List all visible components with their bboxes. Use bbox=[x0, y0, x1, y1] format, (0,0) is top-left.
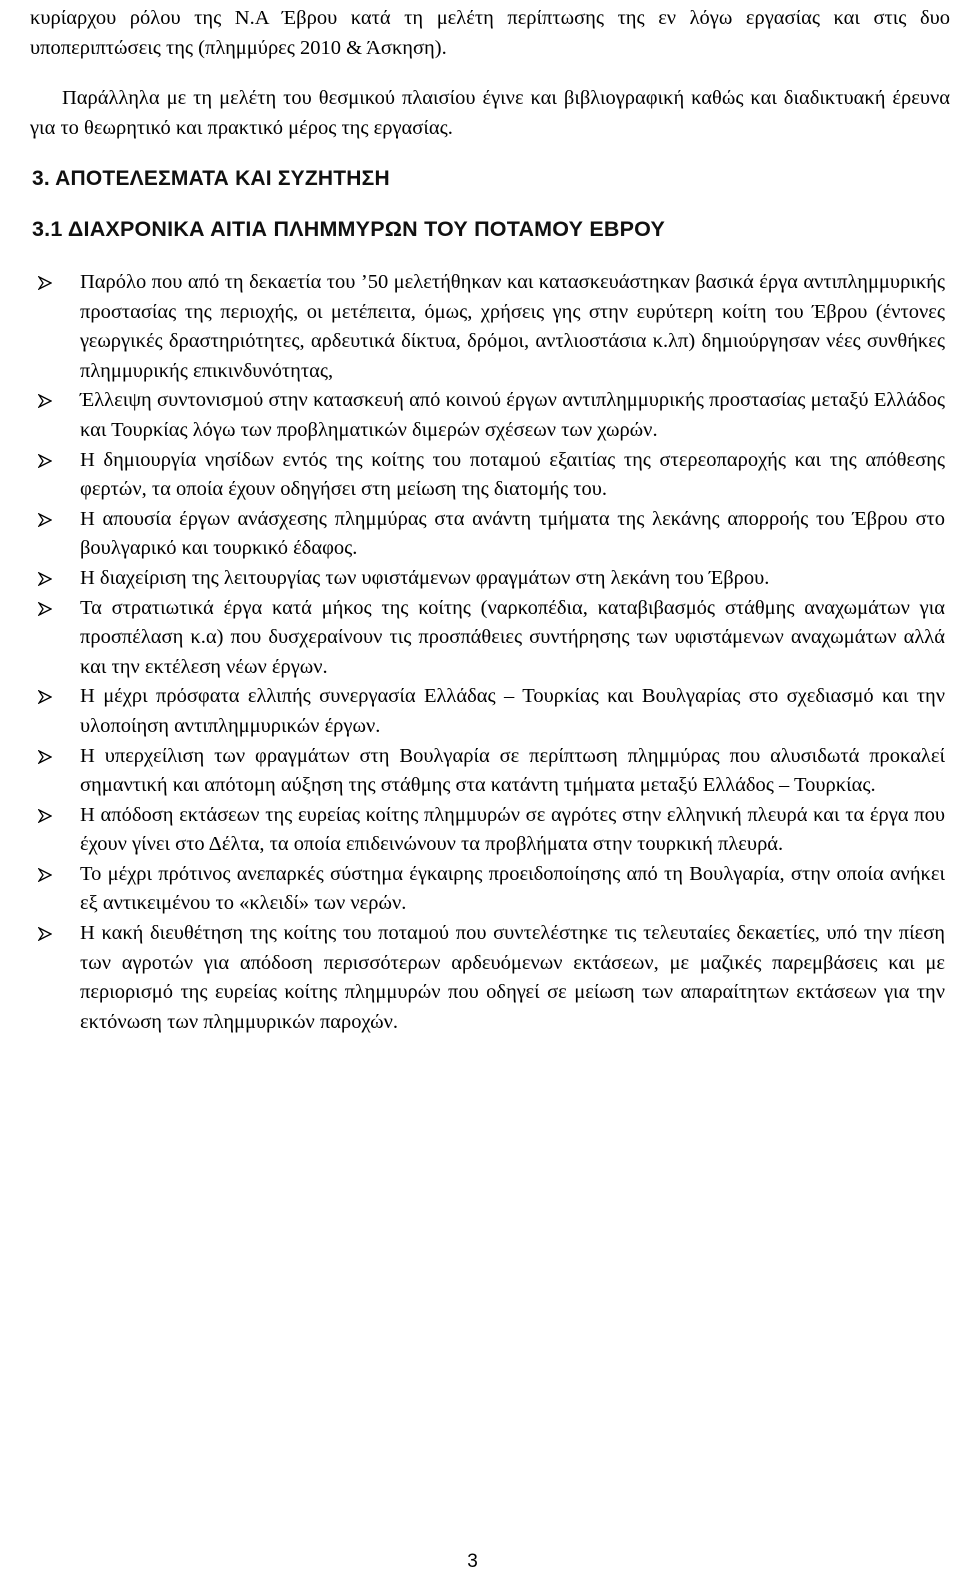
arrowhead-bullet-icon bbox=[38, 513, 52, 527]
bullet-text: Η δημιουργία νησίδων εντός της κοίτης του ποταμού εξαιτίας της στερεοπαροχής και της απόθεσης φερτών, τα οποία έχουν οδηγήσει στη μείωση της διατομής του. bbox=[80, 448, 945, 501]
intro-paragraph-continued: κυρίαρχου ρόλου της Ν.Α Έβρου κατά τη μελέτη περίπτωσης της εν λόγω εργασίας και στις δυο υποπεριπτώσεις της (πλημμύρες 2010 & Άσκηση). bbox=[30, 7, 950, 59]
bullet-text: Η απουσία έργων ανάσχεσης πλημμύρας στα ανάντη τμήματα της λεκάνης απορροής του Έβρου στο βουλγαρικό και τουρκικό έδαφος. bbox=[80, 507, 945, 560]
bullet-text: Η υπερχείλιση των φραγμάτων στη Βουλγαρία σε περίπτωση πλημμύρας που αλυσιδωτά προκαλεί σημαντική και απότομη αύξηση της στάθμης στα κατάντη τμήματα μεταξύ Ελλάδος – Τουρκίας. bbox=[80, 744, 945, 797]
section-heading: 3. ΑΠΟΤΕΛΕΣΜΑΤΑ ΚΑΙ ΣΥΖΗΤΗΣΗ bbox=[32, 167, 390, 190]
bullet-item bbox=[0, 742, 945, 801]
arrowhead-bullet-icon bbox=[38, 750, 52, 764]
arrowhead-bullet-icon bbox=[38, 394, 52, 408]
arrowhead-bullet-icon bbox=[38, 454, 52, 468]
bullet-item bbox=[0, 860, 945, 919]
arrowhead-bullet-icon bbox=[38, 809, 52, 823]
bullet-item bbox=[0, 446, 945, 505]
arrowhead-bullet-icon bbox=[38, 572, 52, 586]
bullet-text: Το μέχρι πρότινος ανεπαρκές σύστημα έγκαιρης προειδοποίησης από τη Βουλγαρία, στην οποία ανήκει εξ αντικειμένου το «κλειδί» των νερών. bbox=[80, 862, 945, 915]
page-number: 3 bbox=[467, 1551, 478, 1572]
bullet-text: Η μέχρι πρόσφατα ελλιπής συνεργασία Ελλάδας – Τουρκίας και Βουλγαρίας στο σχεδιασμό και την υλοποίηση αντιπλημμυρικών έργων. bbox=[80, 685, 945, 737]
bullet-text: Η κακή διευθέτηση της κοίτης του ποταμού που συντελέστηκε τις τελευταίες δεκαετίες, υπό την πίεση των αγροτών για απόδοση περισσότερων αρδευόμενων εκτάσεων, με μαζικές παρεμβάσεις και με περιορισμό της ευρείας κοίτης πλημμυρών που οδηγεί σε μείωση των απαραίτητων εκτάσεων για την εκτόνωση των πλημμυρικών παροχών. bbox=[80, 922, 945, 1033]
bullet-item bbox=[0, 268, 945, 386]
arrowhead-bullet-icon bbox=[38, 276, 52, 290]
bullet-item bbox=[0, 919, 945, 1037]
bullet-item bbox=[0, 386, 945, 445]
arrowhead-bullet-icon bbox=[38, 690, 52, 704]
arrowhead-bullet-icon bbox=[38, 868, 52, 882]
causes-bullet-list bbox=[0, 268, 960, 1037]
bullet-text: Η διαχείριση της λειτουργίας των υφιστάμενων φραγμάτων στη λεκάνη του Έβρου. bbox=[80, 566, 770, 589]
bullet-item bbox=[0, 505, 945, 564]
subsection-heading: 3.1 ΔΙΑΧΡΟΝΙΚΑ ΑΙΤΙΑ ΠΛΗΜΜΥΡΩΝ ΤΟΥ ΠΟΤΑΜΟΥ ΕΒΡΟΥ bbox=[32, 217, 666, 241]
bullet-text: Παρόλο που από τη δεκαετία του ’50 μελετήθηκαν και κατασκευάστηκαν βασικά έργα αντιπλημμυρικής προστασίας της περιοχής, οι μετέπειτα, όμως, χρήσεις γης στην ευρύτερη κοίτη του Έβρου (έντονες γεωργικές δραστηριότητες, αρδευτικά δίκτυα, δρόμοι, αντλιοστάσια κ.λπ) δημιούργησαν νέες συνθήκες πλημμυρικής επικινδυνότητας, bbox=[80, 271, 945, 382]
bullet-item bbox=[0, 682, 945, 741]
bullet-item bbox=[0, 564, 945, 594]
bullet-text: Τα στρατιωτικά έργα κατά μήκος της κοίτης (ναρκοπέδια, καταβιβασμός στάθμης αναχωμάτων για προσπέλαση κ.α) που δυσχεραίνουν τις προσπάθειες συντήρησης των υφιστάμενων αναχωμάτων αλλά και την εκτέλεση νέων έργων. bbox=[80, 596, 945, 678]
arrowhead-bullet-icon bbox=[38, 927, 52, 941]
bullet-item bbox=[0, 801, 945, 860]
arrowhead-bullet-icon bbox=[38, 602, 52, 616]
bullet-item bbox=[0, 594, 945, 683]
bullet-text: Έλλειψη συντονισμού στην κατασκευή από κοινού έργων αντιπλημμυρικής προστασίας μεταξύ Ελλάδος και Τουρκίας λόγω των προβληματικών διμερών σχέσεων των χωρών. bbox=[80, 389, 945, 441]
intro-paragraph: Παράλληλα με τη μελέτη του θεσμικού πλαισίου έγινε και βιβλιογραφική καθώς και διαδικτυακή έρευνα για το θεωρητικό και πρακτικό μέρος της εργασίας. bbox=[30, 87, 950, 139]
bullet-text: Η απόδοση εκτάσεων της ευρείας κοίτης πλημμυρών σε αγρότες στην ελληνική πλευρά και τα έργα που έχουν γίνει στο Δέλτα, τα οποία επιδεινώνουν τα προβλήματα στην τουρκική πλευρά. bbox=[80, 803, 945, 856]
